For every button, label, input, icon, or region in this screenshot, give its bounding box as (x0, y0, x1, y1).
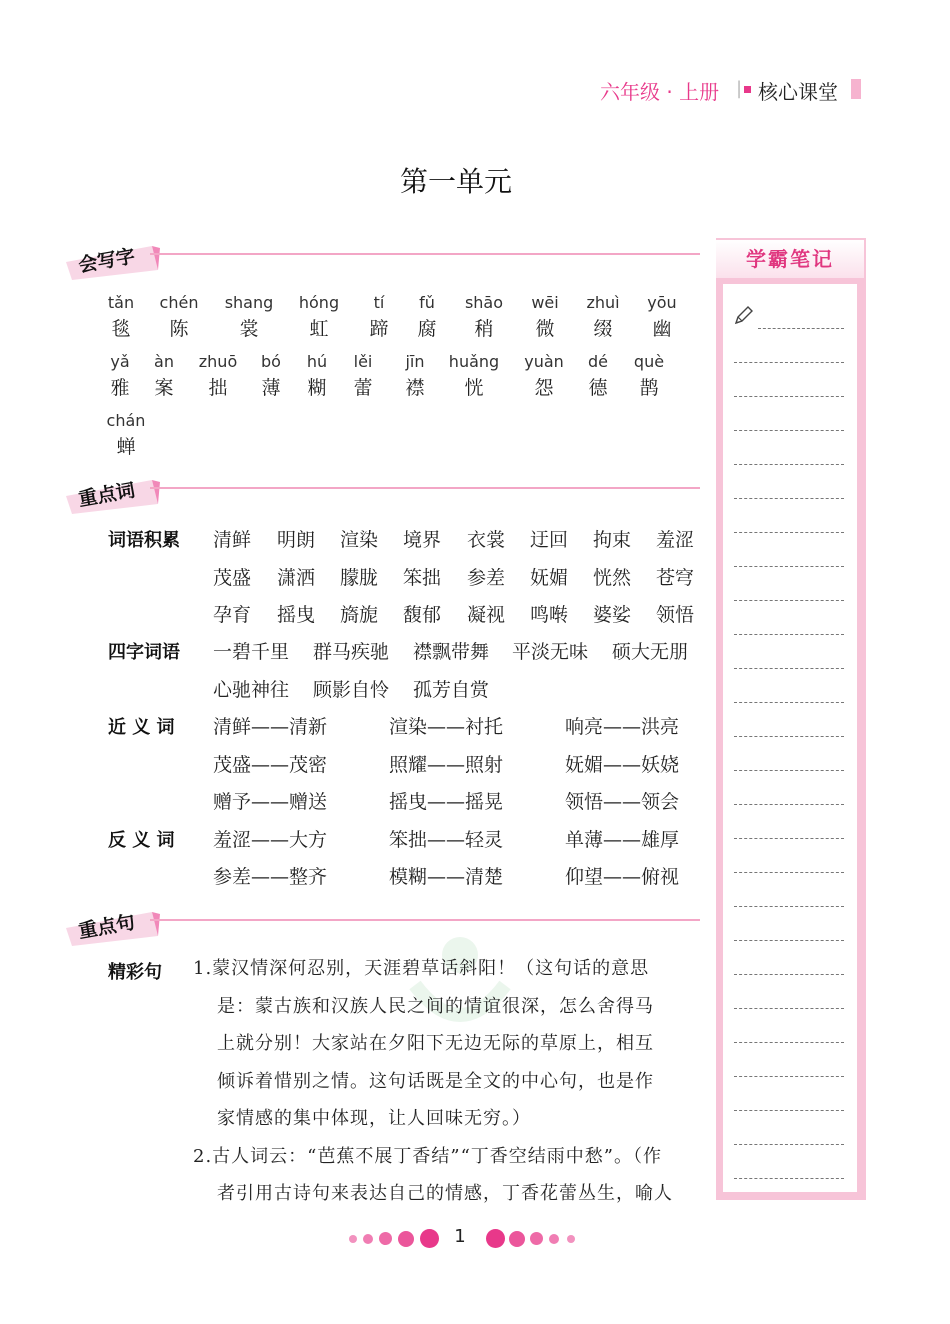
sentence-1-line: 是：蒙古族和汉族人民之间的情谊很深，怎么舍得马 (217, 995, 654, 1017)
idiom: 平淡无味 (512, 641, 589, 663)
char-item: àn 案 (154, 352, 174, 399)
note-line (734, 362, 844, 363)
page-number: 1 (454, 1226, 466, 1247)
header-separator: | (736, 78, 743, 99)
idiom: 硕大无朋 (612, 641, 689, 663)
word: 拘束 (593, 529, 632, 551)
note-line (734, 804, 844, 805)
char-item: huǎng 恍 (448, 352, 500, 399)
char-item: yōu 幽 (647, 293, 677, 340)
pencil-icon (733, 304, 755, 326)
note-line (734, 396, 844, 397)
char-item: shang 裳 (224, 293, 274, 340)
word: 衣裳 (467, 529, 506, 551)
unit-title: 第一单元 (399, 165, 512, 198)
synonym-pair: 摇曳——摇晃 (389, 791, 504, 813)
notes-title-bar (716, 240, 864, 278)
word: 苍穹 (656, 567, 695, 589)
note-line (734, 464, 844, 465)
idiom: 顾影自怜 (313, 679, 390, 701)
word: 孕育 (213, 604, 252, 626)
footer-dot-icon (486, 1229, 505, 1248)
char-item: zhuì 缀 (586, 293, 620, 340)
note-line (734, 600, 844, 601)
word: 旖旎 (340, 604, 379, 626)
word: 妩媚 (530, 567, 569, 589)
word: 鸣啭 (530, 604, 569, 626)
vocab-label-accumulate: 词语积累 (108, 530, 180, 551)
note-line (758, 328, 844, 329)
section-title-key-words: 重点词 (76, 479, 137, 511)
antonym-pair: 参差——整齐 (213, 866, 328, 888)
note-line (734, 566, 844, 567)
char-item: hóng 虹 (298, 293, 340, 340)
word: 参差 (467, 567, 506, 589)
note-line (734, 702, 844, 703)
char-item: jīn 襟 (405, 352, 425, 399)
char-item: yǎ 雅 (110, 352, 130, 399)
header-bar-icon (851, 79, 861, 99)
footer-dot-icon (549, 1234, 559, 1244)
header-core: 核心课堂 (758, 80, 838, 104)
word: 潇洒 (277, 567, 316, 589)
notes-writing-area (723, 284, 857, 1192)
note-line (734, 1008, 844, 1009)
vocab-label-idioms: 四字词语 (108, 642, 180, 663)
sentence-1 (193, 950, 701, 1213)
note-line (734, 1076, 844, 1077)
note-line (734, 1178, 844, 1179)
sentence-1-line: 1.蒙汉情深何忍别，天涯碧草话斜阳！（这句话的意思 (193, 958, 650, 979)
word: 明朗 (277, 529, 316, 551)
synonym-pair: 渲染——衬托 (389, 716, 504, 738)
footer-dot-icon (530, 1232, 543, 1245)
footer-dot-icon (567, 1235, 575, 1243)
char-item: tí 蹄 (369, 293, 389, 340)
section-divider (150, 919, 700, 921)
footer-dot-icon (379, 1232, 392, 1245)
note-line (734, 906, 844, 907)
note-line (734, 1042, 844, 1043)
footer-dot-icon (349, 1235, 357, 1243)
footer-dot-icon (363, 1234, 373, 1244)
header-grade: 六年级 · 上册 (600, 80, 720, 104)
synonym-pair: 领悟——领会 (565, 791, 680, 813)
char-item: què 鹊 (633, 352, 665, 399)
note-line (734, 1110, 844, 1111)
vocab-label-antonyms: 反 义 词 (108, 830, 175, 851)
word: 清鲜 (213, 529, 252, 551)
char-item: hú 糊 (306, 352, 328, 399)
char-row-2 (90, 352, 710, 402)
footer-dot-icon (420, 1229, 439, 1248)
char-item: bó 薄 (261, 352, 281, 399)
synonym-pair: 妩媚——妖娆 (565, 754, 680, 776)
word: 境界 (403, 529, 442, 551)
antonym-pair: 笨拙——轻灵 (389, 829, 504, 851)
word: 笨拙 (403, 567, 442, 589)
section-divider (150, 487, 700, 489)
sentence-1-line: 上就分别！大家站在夕阳下无边无际的草原上，相互 (217, 1033, 654, 1054)
section-divider (150, 253, 700, 255)
char-item: zhuō 拙 (198, 352, 238, 399)
note-line (734, 532, 844, 533)
idiom: 心驰神往 (213, 679, 290, 701)
antonym-pair: 单薄——雄厚 (565, 829, 680, 851)
synonym-pair: 响亮——洪亮 (565, 716, 680, 738)
char-item: lěi 蕾 (353, 352, 373, 399)
synonym-pair: 茂盛——茂密 (213, 754, 328, 776)
header-square-icon (744, 86, 751, 93)
note-line (734, 736, 844, 737)
char-item: dé 德 (588, 352, 608, 399)
word: 渲染 (340, 529, 379, 551)
sentences-label: 精彩句 (108, 962, 162, 983)
char-item: yuàn 怨 (524, 352, 564, 399)
char-item: chán 蝉 (106, 411, 146, 458)
note-line (734, 940, 844, 941)
word: 凝视 (467, 604, 506, 626)
char-item: chén 陈 (159, 293, 199, 340)
note-line (734, 668, 844, 669)
sentence-1-line: 家情感的集中体现，让人回味无穷。） (217, 1108, 531, 1129)
sentence-2-line: 2.古人词云：“芭蕉不展丁香结”“丁香空结雨中愁”。（作 (193, 1145, 662, 1167)
note-line (734, 498, 844, 499)
char-row-3 (96, 411, 176, 461)
word: 摇曳 (277, 604, 316, 626)
notes-title: 学霸笔记 (746, 247, 834, 271)
sentence-1-line: 倾诉着惜别之情。这句话既是全文的中心句，也是作 (217, 1070, 654, 1092)
char-item: shāo 稍 (464, 293, 504, 340)
word: 馥郁 (403, 604, 442, 626)
idiom: 孤芳自赏 (413, 679, 490, 701)
word: 领悟 (656, 604, 695, 626)
note-line (734, 770, 844, 771)
footer-dot-icon (509, 1231, 525, 1247)
note-line (734, 838, 844, 839)
char-item: fǔ 腐 (417, 293, 437, 340)
word: 恍然 (593, 567, 632, 589)
section-title-write-chars: 会写字 (76, 245, 137, 277)
idiom: 襟飘带舞 (413, 641, 490, 663)
synonym-pair: 清鲜——清新 (213, 716, 328, 738)
note-line (734, 1144, 844, 1145)
antonym-pair: 模糊——清楚 (389, 866, 504, 888)
note-line (734, 634, 844, 635)
word: 朦胧 (340, 567, 379, 589)
char-row-1 (91, 293, 711, 343)
antonym-pair: 仰望——俯视 (565, 866, 680, 888)
word: 迂回 (530, 529, 569, 551)
char-item: wēi 微 (531, 293, 559, 340)
vocab-label-synonyms: 近 义 词 (108, 717, 175, 738)
synonym-pair: 照耀——照射 (389, 754, 504, 776)
note-line (734, 974, 844, 975)
antonym-pair: 羞涩——大方 (213, 829, 328, 851)
word: 茂盛 (213, 567, 252, 589)
word: 婆娑 (593, 604, 632, 626)
footer-dot-icon (398, 1231, 414, 1247)
word: 羞涩 (656, 529, 695, 551)
note-line (734, 430, 844, 431)
synonym-pair: 赠予——赠送 (213, 791, 328, 813)
section-title-key-sentences: 重点句 (76, 911, 137, 943)
char-item: tǎn 毯 (107, 293, 135, 340)
idiom: 群马疾驰 (313, 641, 390, 663)
note-line (734, 872, 844, 873)
idiom: 一碧千里 (213, 641, 290, 663)
sentence-2-line: 者引用古诗句来表达自己的情感，丁香花蕾丛生，喻人 (217, 1183, 673, 1204)
